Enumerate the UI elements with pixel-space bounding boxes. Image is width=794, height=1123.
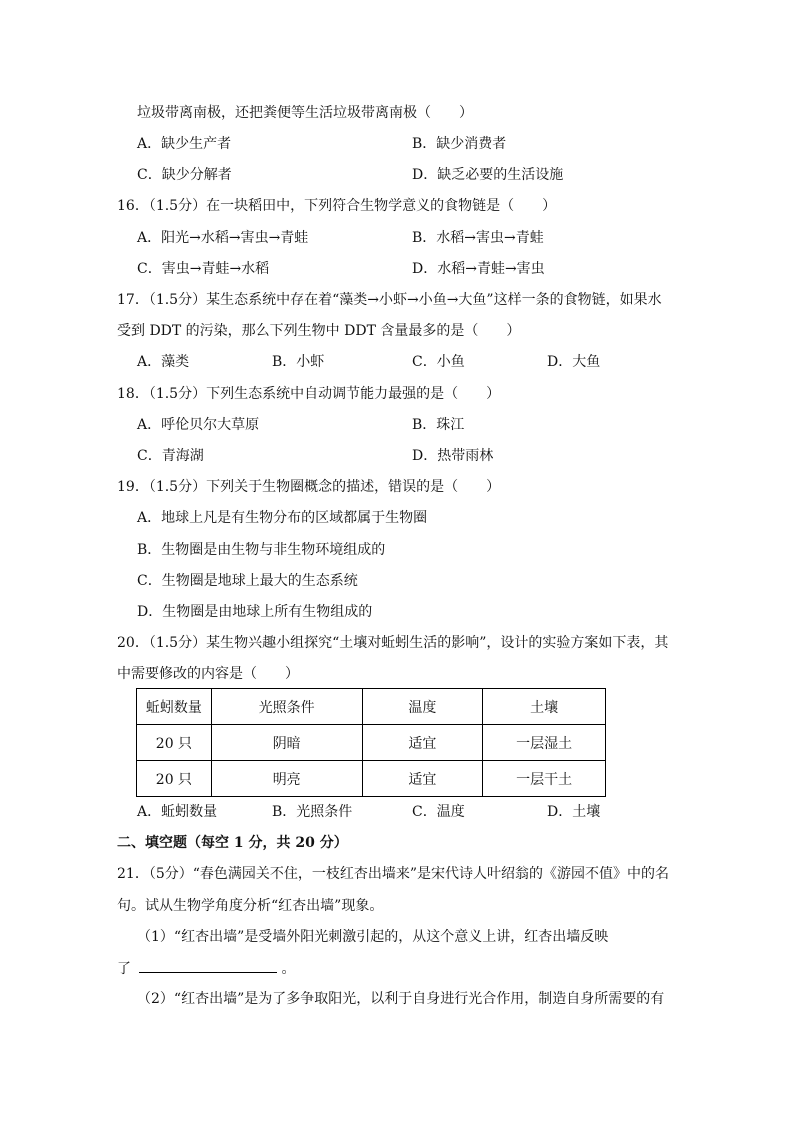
q17-stem-line1: 17．（1.5分）某生态系统中存在着“藻类→小虾→小鱼→大鱼”这样一条的食物链，如果水 <box>117 292 662 308</box>
q21-sub1-prefix: 了 <box>117 961 131 977</box>
table-cell: 一层湿土 <box>483 725 606 761</box>
q16-stem: 16．（1.5分）在一块稻田中，下列符合生物学意义的食物链是（ ） <box>117 198 557 214</box>
answer-blank[interactable] <box>139 958 277 973</box>
table-header-cell: 光照条件 <box>211 689 362 725</box>
q21-stem-line1: 21．（5分）“春色满园关不住，一枝红杏出墙来”是宋代诗人叶绍翁的《游园不值》中的名 <box>117 866 670 882</box>
q21-sub1-suffix: 。 <box>281 961 296 977</box>
q21-sub2-line1: （2）“红杏出墙”是为了多争取阳光，以利于自身进行光合作用，制造自身所需要的有 <box>137 991 665 1007</box>
q18-option-b[interactable]: B．珠江 <box>412 417 465 433</box>
table-cell: 20 只 <box>137 761 212 797</box>
q15-option-b[interactable]: B．缺少消费者 <box>412 136 507 152</box>
table-cell: 20 只 <box>137 725 212 761</box>
table-row <box>137 761 606 797</box>
q18-stem: 18．（1.5分）下列生态系统中自动调节能力最强的是（ ） <box>117 386 501 402</box>
q15-option-c[interactable]: C．缺少分解者 <box>137 167 232 183</box>
q19-stem: 19．（1.5分）下列关于生物圈概念的描述，错误的是（ ） <box>117 479 501 495</box>
table-header-row <box>137 689 606 725</box>
q17-option-c[interactable]: C．小鱼 <box>412 354 465 370</box>
q20-option-b[interactable]: B．光照条件 <box>272 804 353 820</box>
q20-stem-line1: 20．（1.5分）某生物兴趣小组探究“土壤对蚯蚓生活的影响”，设计的实验方案如下表，其 <box>117 635 669 651</box>
table-cell: 适宜 <box>362 761 483 797</box>
q19-option-c[interactable]: C．生物圈是地球上最大的生态系统 <box>137 573 358 589</box>
q21-sub1-line1: （1）“红杏出墙”是受墙外阳光刺激引起的，从这个意义上讲，红杏出墙反映 <box>137 929 609 945</box>
section-heading: 二、填空题（每空 1 分，共 20 分） <box>117 835 348 851</box>
table-row <box>137 725 606 761</box>
q19-option-a[interactable]: A．地球上凡是有生物分布的区域都属于生物圈 <box>137 510 428 526</box>
q18-option-c[interactable]: C．青海湖 <box>137 448 204 464</box>
q15-option-a[interactable]: A．缺少生产者 <box>137 136 232 152</box>
q17-stem-line2: 受到 DDT 的污染，那么下列生物中 DDT 含量最多的是（ ） <box>117 323 521 339</box>
table-cell: 适宜 <box>362 725 483 761</box>
q17-option-d[interactable]: D．大鱼 <box>547 354 601 370</box>
q17-option-b[interactable]: B．小虾 <box>272 354 325 370</box>
q18-option-a[interactable]: A．呼伦贝尔大草原 <box>137 417 260 433</box>
experiment-table <box>136 688 606 797</box>
q21-sub1-line2 <box>117 958 295 979</box>
q20-stem-line2: 中需要修改的内容是（ ） <box>117 666 299 682</box>
q20-option-d[interactable]: D．土壤 <box>547 804 601 820</box>
q15-continuation: 垃圾带离南极，还把粪便等生活垃圾带离南极（ ） <box>137 105 473 121</box>
table-cell: 明亮 <box>211 761 362 797</box>
q21-stem-line2: 句。试从生物学角度分析“红杏出墙”现象。 <box>117 898 384 914</box>
table-header-cell: 蚯蚓数量 <box>137 689 212 725</box>
q18-option-d[interactable]: D．热带雨林 <box>412 448 494 464</box>
q16-option-d[interactable]: D．水稻→青蛙→害虫 <box>412 261 545 277</box>
q19-option-d[interactable]: D．生物圈是由地球上所有生物组成的 <box>137 604 373 620</box>
q19-option-b[interactable]: B．生物圈是由生物与非生物环境组成的 <box>137 542 386 558</box>
q15-option-d[interactable]: D．缺乏必要的生活设施 <box>412 167 564 183</box>
table-cell: 阴暗 <box>211 725 362 761</box>
table-cell: 一层干土 <box>483 761 606 797</box>
q16-option-c[interactable]: C．害虫→青蛙→水稻 <box>137 261 270 277</box>
q20-option-c[interactable]: C．温度 <box>412 804 465 820</box>
q20-option-a[interactable]: A．蚯蚓数量 <box>137 804 218 820</box>
q16-option-a[interactable]: A．阳光→水稻→害虫→青蛙 <box>137 230 309 246</box>
table-header-cell: 土壤 <box>483 689 606 725</box>
table-header-cell: 温度 <box>362 689 483 725</box>
q16-option-b[interactable]: B．水稻→害虫→青蛙 <box>412 230 544 246</box>
q17-option-a[interactable]: A．藻类 <box>137 354 190 370</box>
